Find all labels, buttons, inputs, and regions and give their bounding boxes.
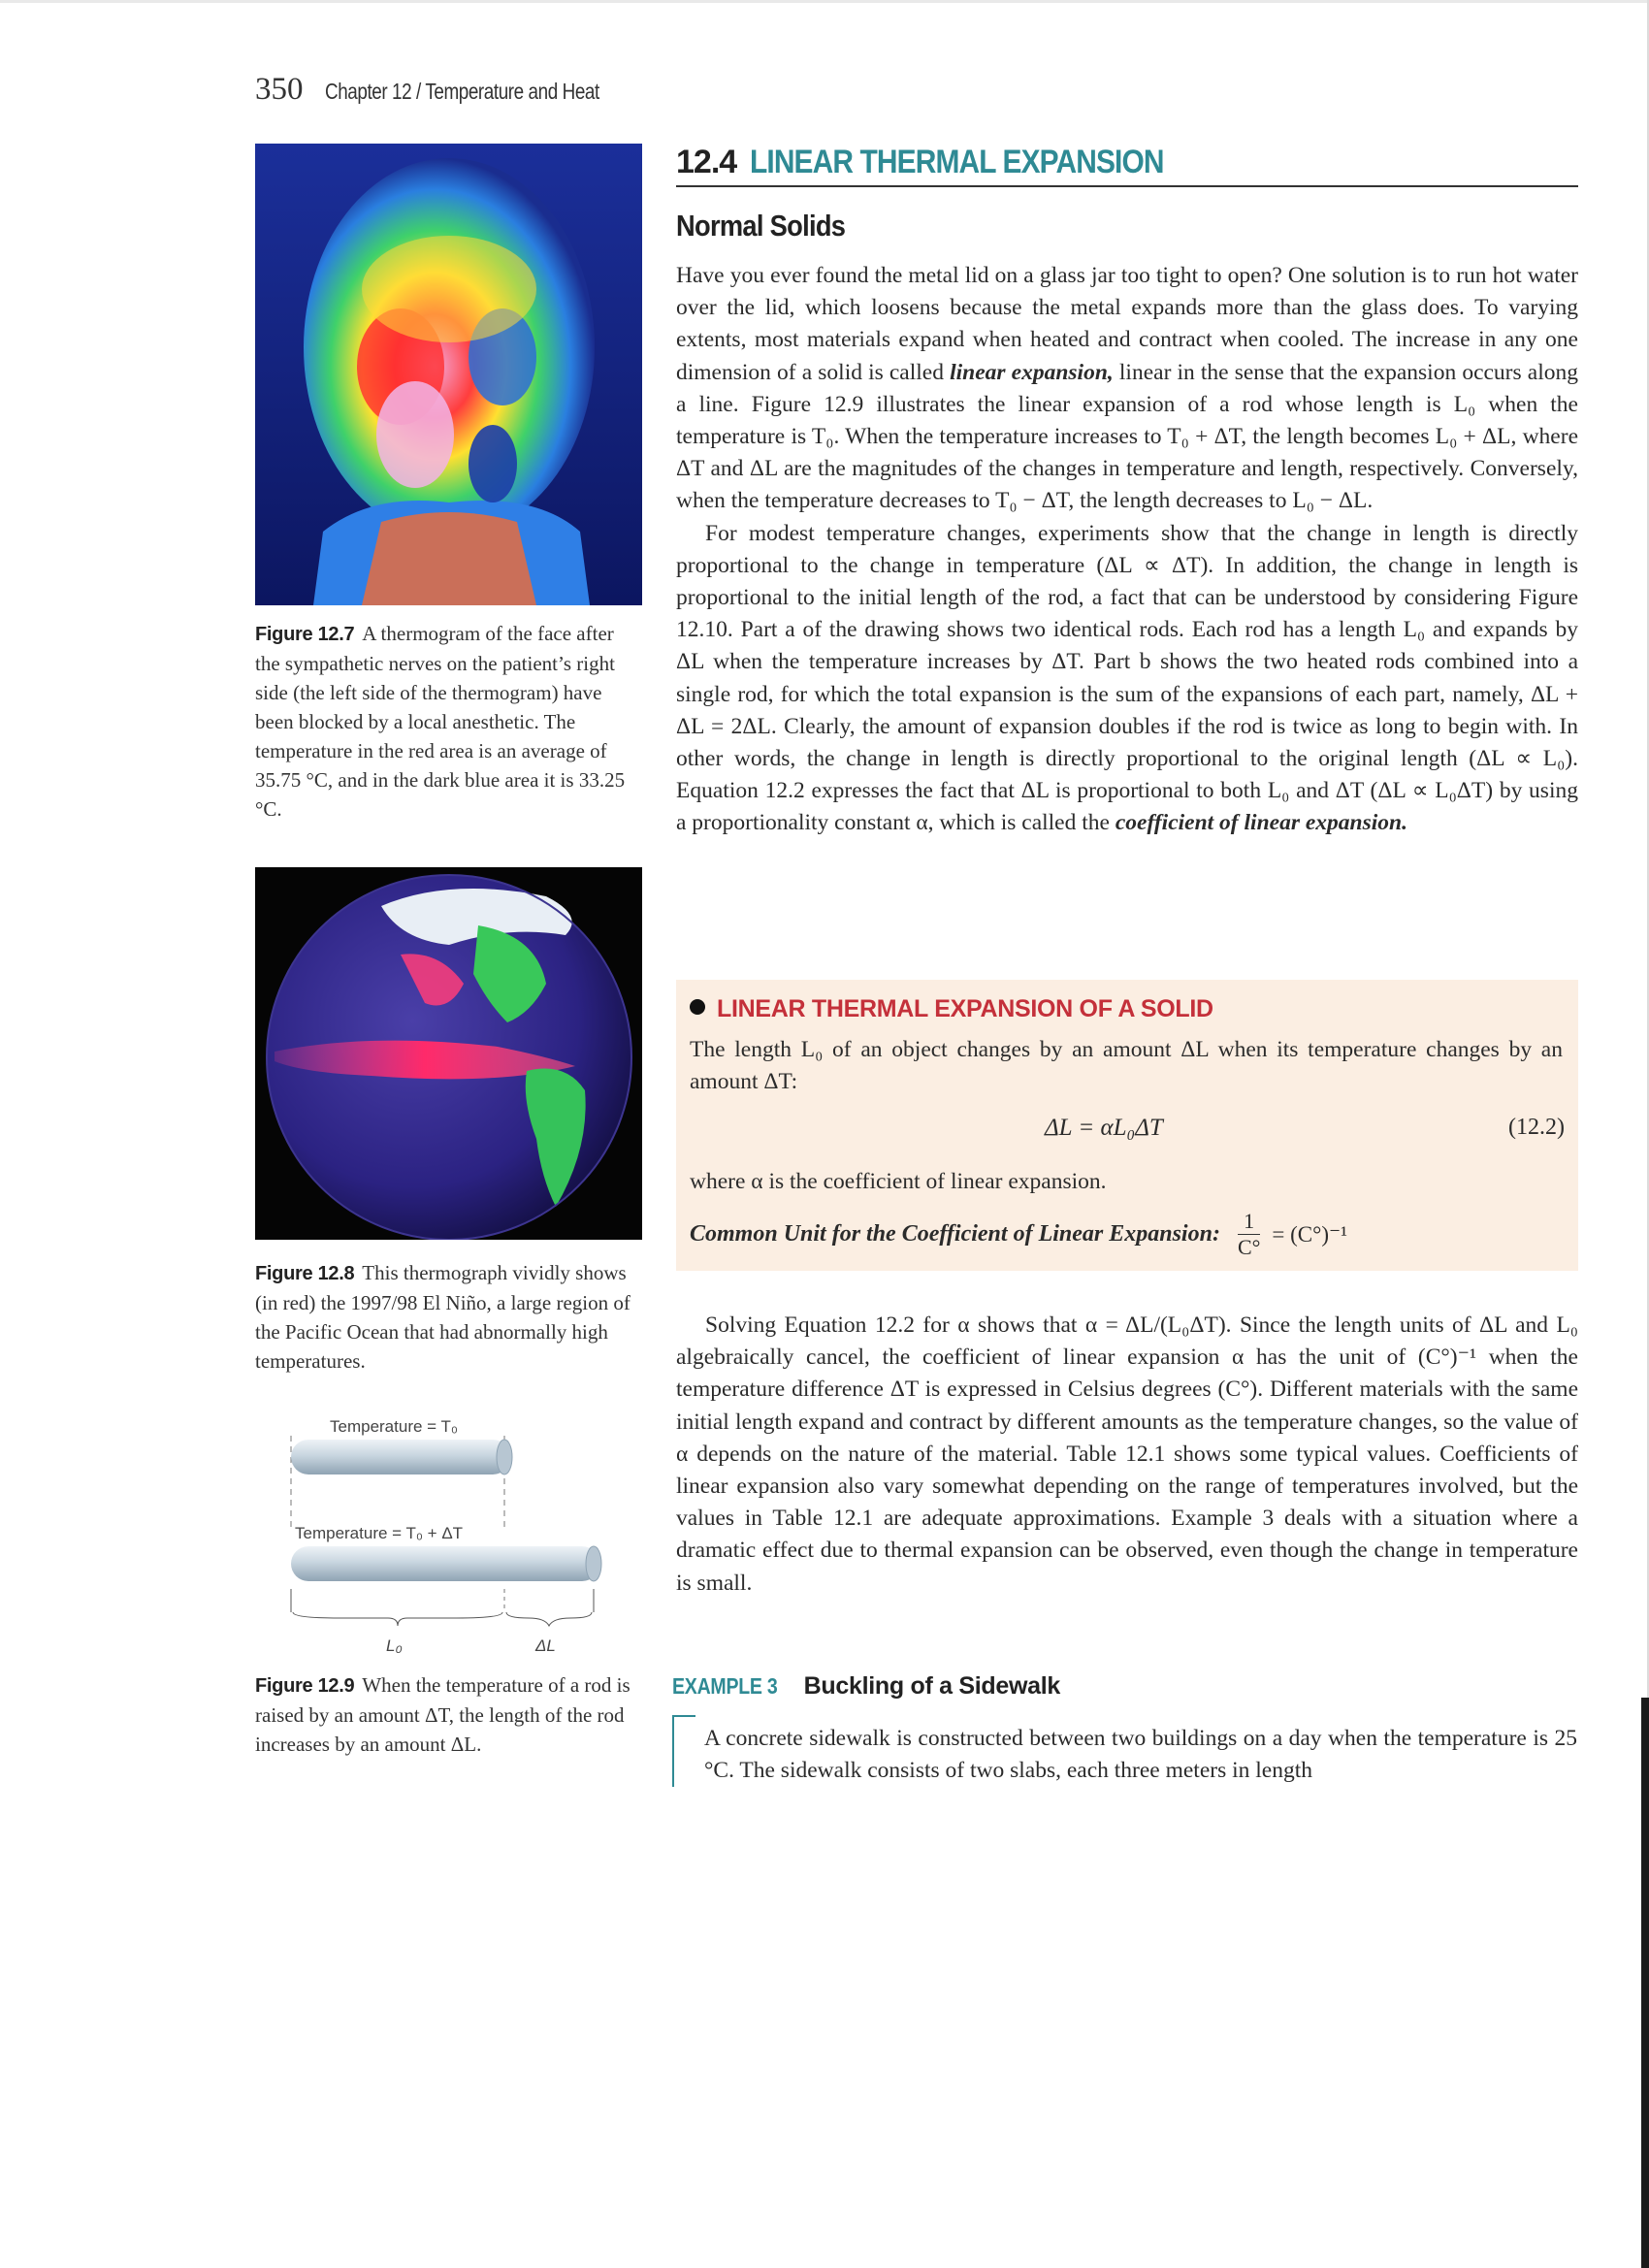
example-title: Buckling of a Sidewalk <box>803 1672 1060 1700</box>
scan-edge-binding <box>1641 1698 1649 2268</box>
caption-text: A thermogram of the face after the sympathetic nerves on the patient’s right side (the left side of the thermogram) have been blocked by a local anesthetic. The temperature in the red area is an average of 35.75 °C, and in the dark blue area it is 33.25 °C. <box>255 622 626 821</box>
paragraph-2-text: For modest temperature changes, experiments show that the change in length is directly proportional to the change in temperature (ΔL ∝ ΔT). In addition, the change in length is proportional to the initial length of the rod, a fact that can be understood by considering Figure 12.10. Part a of the drawing shows two identical rods. Each rod has a length L₀ and expands by ΔL when the temperature increases by ΔT. Part b shows the two heated rods combined into a single rod, for which the total expansion is the sum of the expansions of each part, namely, ΔL + ΔL = 2ΔL. Clearly, the amount of expansion doubles if the rod is twice as long to begin with. In other words, the change in length is directly proportional to the original length (ΔL ∝ L₀). Equation 12.2 expresses the fact that ΔL is proportional to both L₀ and ΔT (ΔL ∝ L₀ΔT) by using a proportionality constant α, which is called the <box>676 520 1578 836</box>
caption-text: This thermograph vividly shows (in red) the 1997/98 El Niño, a large region of the Pacific Ocean that had abnormally high temperatures. <box>255 1261 630 1373</box>
body-text-top <box>676 260 1578 840</box>
example-text: A concrete sidewalk is constructed between two buildings on a day when the temperature is 25 °C. The sidewalk consists of two slabs, each three meters in length <box>704 1726 1577 1783</box>
unit-label: Common Unit for the Coefficient of Linear Expansion: <box>690 1221 1220 1247</box>
section-number: 12.4 <box>676 144 737 180</box>
paragraph-2 <box>676 518 1578 840</box>
equation-12-2: ΔL = αL₀ΔT <box>1045 1115 1163 1141</box>
box-text: The length L₀ of an object changes by an amount ΔL when its temperature changes by an amount ΔT: <box>690 1037 1563 1094</box>
rod-label-bottom: Temperature = T₀ + ΔT <box>295 1524 464 1542</box>
unit-numerator: 1 <box>1238 1209 1260 1235</box>
example-label: EXAMPLE 3 <box>672 1673 778 1699</box>
thermogram-face-image <box>255 144 642 605</box>
figure-label: Figure 12.7 <box>255 624 355 645</box>
figure-label: Figure 12.9 <box>255 1675 355 1697</box>
scan-edge-top <box>0 0 1649 3</box>
term-coefficient-linear-expansion: coefficient of linear expansion. <box>1115 810 1407 836</box>
bullet-icon <box>690 999 705 1015</box>
rod-expansion-diagram <box>281 1407 640 1667</box>
equation-number: (12.2) <box>1508 1115 1565 1140</box>
paragraph-1 <box>676 260 1578 518</box>
unit-denominator: C° <box>1237 1235 1261 1259</box>
figure-12-9-caption <box>255 1670 643 1759</box>
caption-text: When the temperature of a rod is raised by an amount ΔT, the length of the rod increases by an amount ΔL. <box>255 1673 630 1756</box>
example-heading <box>672 1672 1060 1701</box>
rod-label-l0: L₀ <box>386 1636 403 1655</box>
figure-12-7-caption <box>255 619 643 824</box>
el-nino-globe-image <box>255 867 642 1240</box>
section-title: LINEAR THERMAL EXPANSION <box>750 144 1164 180</box>
example-bracket <box>672 1715 695 1787</box>
subsection-heading: Normal Solids <box>676 209 846 243</box>
rod-initial <box>291 1440 510 1474</box>
box-title-text: LINEAR THERMAL EXPANSION OF A SOLID <box>717 995 1213 1022</box>
unit-fraction <box>1238 1209 1260 1260</box>
term-linear-expansion: linear expansion, <box>950 359 1114 385</box>
rod-label-top: Temperature = T₀ <box>330 1417 458 1436</box>
figure-12-8-caption <box>255 1258 643 1376</box>
page-number: 350 <box>255 72 304 107</box>
rod-label-dl: ΔL <box>535 1636 556 1655</box>
box-title <box>690 993 1213 1025</box>
unit-rhs: = (C°)⁻¹ <box>1272 1222 1348 1247</box>
paragraph-1-text-end: linear in the sense that the expansion occurs along a line. Figure 12.9 illustrates the linear expansion of a rod whose length is L₀ when the temperature is T₀. When the temperature increases to T₀ + ΔT, the length becomes L₀ + ΔL, where ΔT and ΔL are the magnitudes of the changes in temperature and length, respectively. Conversely, when the temperature decreases to T₀ − ΔT, the length decreases to L₀ − ΔL. <box>676 359 1578 514</box>
rod-heated <box>291 1546 599 1581</box>
running-header <box>255 72 659 108</box>
paragraph-3: Solving Equation 12.2 for α shows that α = ΔL/(L₀ΔT). Since the length units of ΔL and L₀ algebraically cancel, the coefficient of linear expansion α has the unit of (C°)⁻¹ when the temperature difference ΔT is expressed in Celsius degrees (C°). Different materials with the same initial length expand and contract by different amounts as the temperature changes, so the value of α depends on the nature of the material. Table 12.1 shows some typical values. Coefficients of linear expansion also vary somewhat depending on the range of temperatures involved, but the values in Table 12.1 are adequate approximations. Example 3 deals with a situation where a dramatic effect due to thermal expansion can be observed, even though the change in temperature is small. <box>676 1312 1578 1596</box>
key-equation-box <box>676 980 1578 1271</box>
section-heading <box>676 144 1578 187</box>
paragraph-1-text: Have you ever found the metal lid on a glass jar too tight to open? One solution is to run hot water over the lid, which loosens because the metal expands more than the glass does. To varying extents, most materials expand when heated and contract when cooled. The increase in any one dimension of a solid is called <box>676 263 1578 385</box>
body-text-bottom <box>676 1310 1578 1600</box>
unit-statement <box>690 1209 1347 1260</box>
figure-label: Figure 12.8 <box>255 1263 355 1284</box>
chapter-title: Chapter 12 / Temperature and Heat <box>324 79 599 104</box>
box-where-text: where α is the coefficient of linear expansion. <box>690 1169 1107 1194</box>
